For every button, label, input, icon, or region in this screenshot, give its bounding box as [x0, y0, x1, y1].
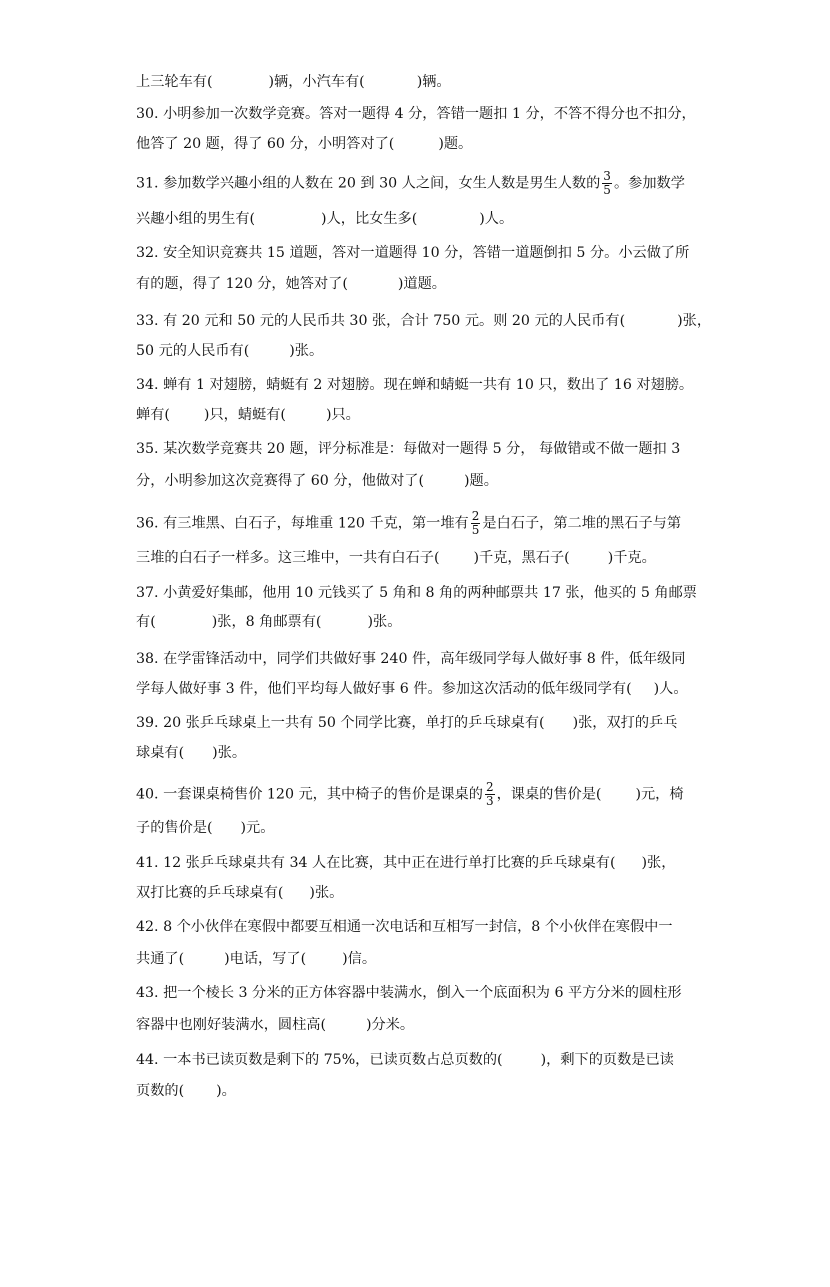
text-segment: )张， [641, 855, 676, 871]
question-line [136, 983, 682, 1003]
question-line [136, 209, 513, 229]
text-segment: 是白石子，第二堆的黑石子与第 [482, 515, 682, 532]
text-segment: )。 [216, 1083, 236, 1099]
text-segment: 有的题，得了 120 分，她答对了( [136, 276, 348, 292]
text-segment: )电话，写了( [224, 951, 307, 967]
fraction-numerator: 2 [471, 509, 480, 523]
question-line [136, 781, 684, 808]
fraction [485, 781, 495, 808]
text-segment: 双打比赛的乒乓球桌有( [136, 885, 284, 901]
text-segment: 31. 参加数学兴趣小组的人数在 20 到 30 人之间，女生人数是男生人数的 [136, 175, 601, 192]
text-segment: 37. 小黄爱好集邮，他用 10 元钱买了 5 角和 8 角的两种邮票共 17 张，他买的 5 角邮票 [136, 585, 697, 601]
text-segment: 分，小明参加这次竞赛得了 60 分，他做对了( [136, 473, 424, 489]
text-segment: 34. 蝉有 1 对翅膀，蜻蜓有 2 对翅膀。现在蝉和蜻蜓一共有 10 只，数出了 16 对翅膀。 [136, 377, 694, 393]
question-line [136, 612, 401, 632]
text-segment: 子的售价是( [136, 820, 213, 836]
question-line [136, 713, 677, 733]
question-line [136, 583, 697, 603]
fraction-denominator: 5 [471, 523, 480, 537]
text-segment: 42. 8 个小伙伴在寒假中都要互相通一次电话和互相写一封信，8 个小伙伴在寒假中一 [136, 919, 673, 935]
question-line [136, 134, 472, 154]
question-line [136, 818, 274, 838]
text-segment: 36. 有三堆黑、白石子，每堆重 120 千克，第一堆有 [136, 515, 469, 532]
text-segment: 41. 12 张乒乓球桌共有 34 人在比赛，其中正在进行单打比赛的乒乓球桌有( [136, 855, 616, 871]
text-segment: 球桌有( [136, 745, 185, 761]
text-segment: 三堆的白石子一样多。这三堆中，一共有白石子( [136, 550, 440, 566]
question-line [136, 548, 656, 568]
text-segment: )张。 [309, 885, 344, 901]
question-line [136, 649, 685, 669]
text-segment: 学每人做好事 3 件，他们平均每人做好事 6 件。参加这次活动的低年级同学有( [136, 681, 632, 697]
text-segment: )元。 [240, 820, 275, 836]
question-line [136, 679, 688, 699]
text-segment: 页数的( [136, 1083, 185, 1099]
text-segment: )人，比女生多( [321, 211, 418, 227]
text-segment: )只。 [325, 407, 360, 423]
text-segment: 39. 20 张乒乓球桌上一共有 50 个同学比赛，单打的乒乓球桌有( [136, 715, 545, 731]
question-line [136, 243, 689, 263]
text-segment: )只，蜻蜓有( [203, 407, 286, 423]
text-segment: ，课桌的售价是( [496, 786, 602, 803]
question-line [136, 104, 696, 124]
text-segment: 32. 安全知识竞赛共 15 道题，答对一道题得 10 分，答错一道题倒扣 5 分。小云做了所 [136, 245, 690, 261]
question-line [136, 1015, 414, 1035]
question-line [136, 170, 685, 197]
text-segment: )千克。 [607, 550, 656, 566]
fraction-numerator: 2 [485, 780, 494, 794]
question-line [136, 274, 446, 294]
question-line [136, 949, 376, 969]
text-segment: 蝉有( [136, 407, 170, 423]
text-segment: 30. 小明参加一次数学竞赛。答对一题得 4 分，答错一题扣 1 分，不答不得分也不扣分， [136, 106, 696, 122]
fraction-denominator: 5 [603, 183, 611, 197]
text-segment: 。参加数学 [613, 175, 685, 192]
text-segment: )张，8 角邮票有( [211, 614, 322, 630]
text-segment: 33. 有 20 元和 50 元的人民币共 30 张，合计 750 元。则 20 元的人民币有( [136, 313, 626, 329]
text-segment: 他答了 20 题，得了 60 分，小明答对了( [136, 136, 395, 152]
text-segment: 40. 一套课桌椅售价 120 元，其中椅子的售价是课桌的 [136, 786, 483, 803]
question-line [136, 917, 673, 937]
watermark [382, 993, 678, 1286]
fraction [471, 510, 481, 537]
text-segment: 共通了( [136, 951, 185, 967]
fraction-numerator: 3 [603, 169, 611, 183]
question-line [136, 311, 711, 331]
text-segment: 上三轮车有( [136, 74, 213, 90]
question-line [136, 375, 693, 395]
text-segment: )辆，小汽车有( [268, 74, 365, 90]
question-line [136, 1050, 674, 1070]
fraction [602, 170, 612, 197]
text-segment: 容器中也刚好装满水，圆柱高( [136, 1017, 326, 1033]
text-segment: )分米。 [365, 1017, 415, 1033]
text-segment: )张。 [289, 343, 324, 359]
text-segment: )道题。 [397, 276, 446, 292]
text-segment: )信。 [342, 951, 377, 967]
text-segment: )辆。 [416, 74, 451, 90]
text-segment: )题。 [438, 136, 473, 152]
question-line [136, 883, 343, 903]
question-line [136, 471, 498, 491]
question-line [136, 853, 675, 873]
text-segment: 有( [136, 614, 156, 630]
question-line [136, 743, 246, 763]
text-segment: 35. 某次数学竞赛共 20 题，评分标准是：每做对一题得 5 分， 每做错或不做一题扣 3 [136, 441, 681, 457]
fraction-denominator: 3 [485, 794, 494, 808]
text-segment: )人。 [479, 211, 514, 227]
question-line [136, 341, 323, 361]
text-segment: )张。 [212, 745, 247, 761]
text-segment: 43. 把一个棱长 3 分米的正方体容器中装满水，倒入一个底面积为 6 平方分米的圆柱形 [136, 985, 682, 1001]
text-segment: )元，椅 [635, 786, 684, 803]
text-segment: 44. 一本书已读页数是剩下的 75%，已读页数占总页数的( [136, 1052, 503, 1068]
text-segment: )人。 [653, 681, 688, 697]
text-segment: )千克，黑石子( [473, 550, 570, 566]
text-segment: )，剩下的页数是已读 [540, 1052, 674, 1068]
question-line [136, 510, 681, 537]
question-line [136, 405, 360, 425]
text-segment: )张。 [367, 614, 402, 630]
text-segment: 兴趣小组的男生有( [136, 211, 256, 227]
text-segment: )题。 [463, 473, 498, 489]
text-segment: 50 元的人民币有( [136, 343, 250, 359]
text-segment: )张，双打的乒乓 [572, 715, 678, 731]
text-segment: 38. 在学雷锋活动中，同学们共做好事 240 件，高年级同学每人做好事 8 件，低年级同 [136, 651, 686, 667]
text-segment: )张， [677, 313, 712, 329]
question-line [136, 439, 680, 459]
question-line [136, 72, 451, 92]
question-line [136, 1081, 236, 1101]
